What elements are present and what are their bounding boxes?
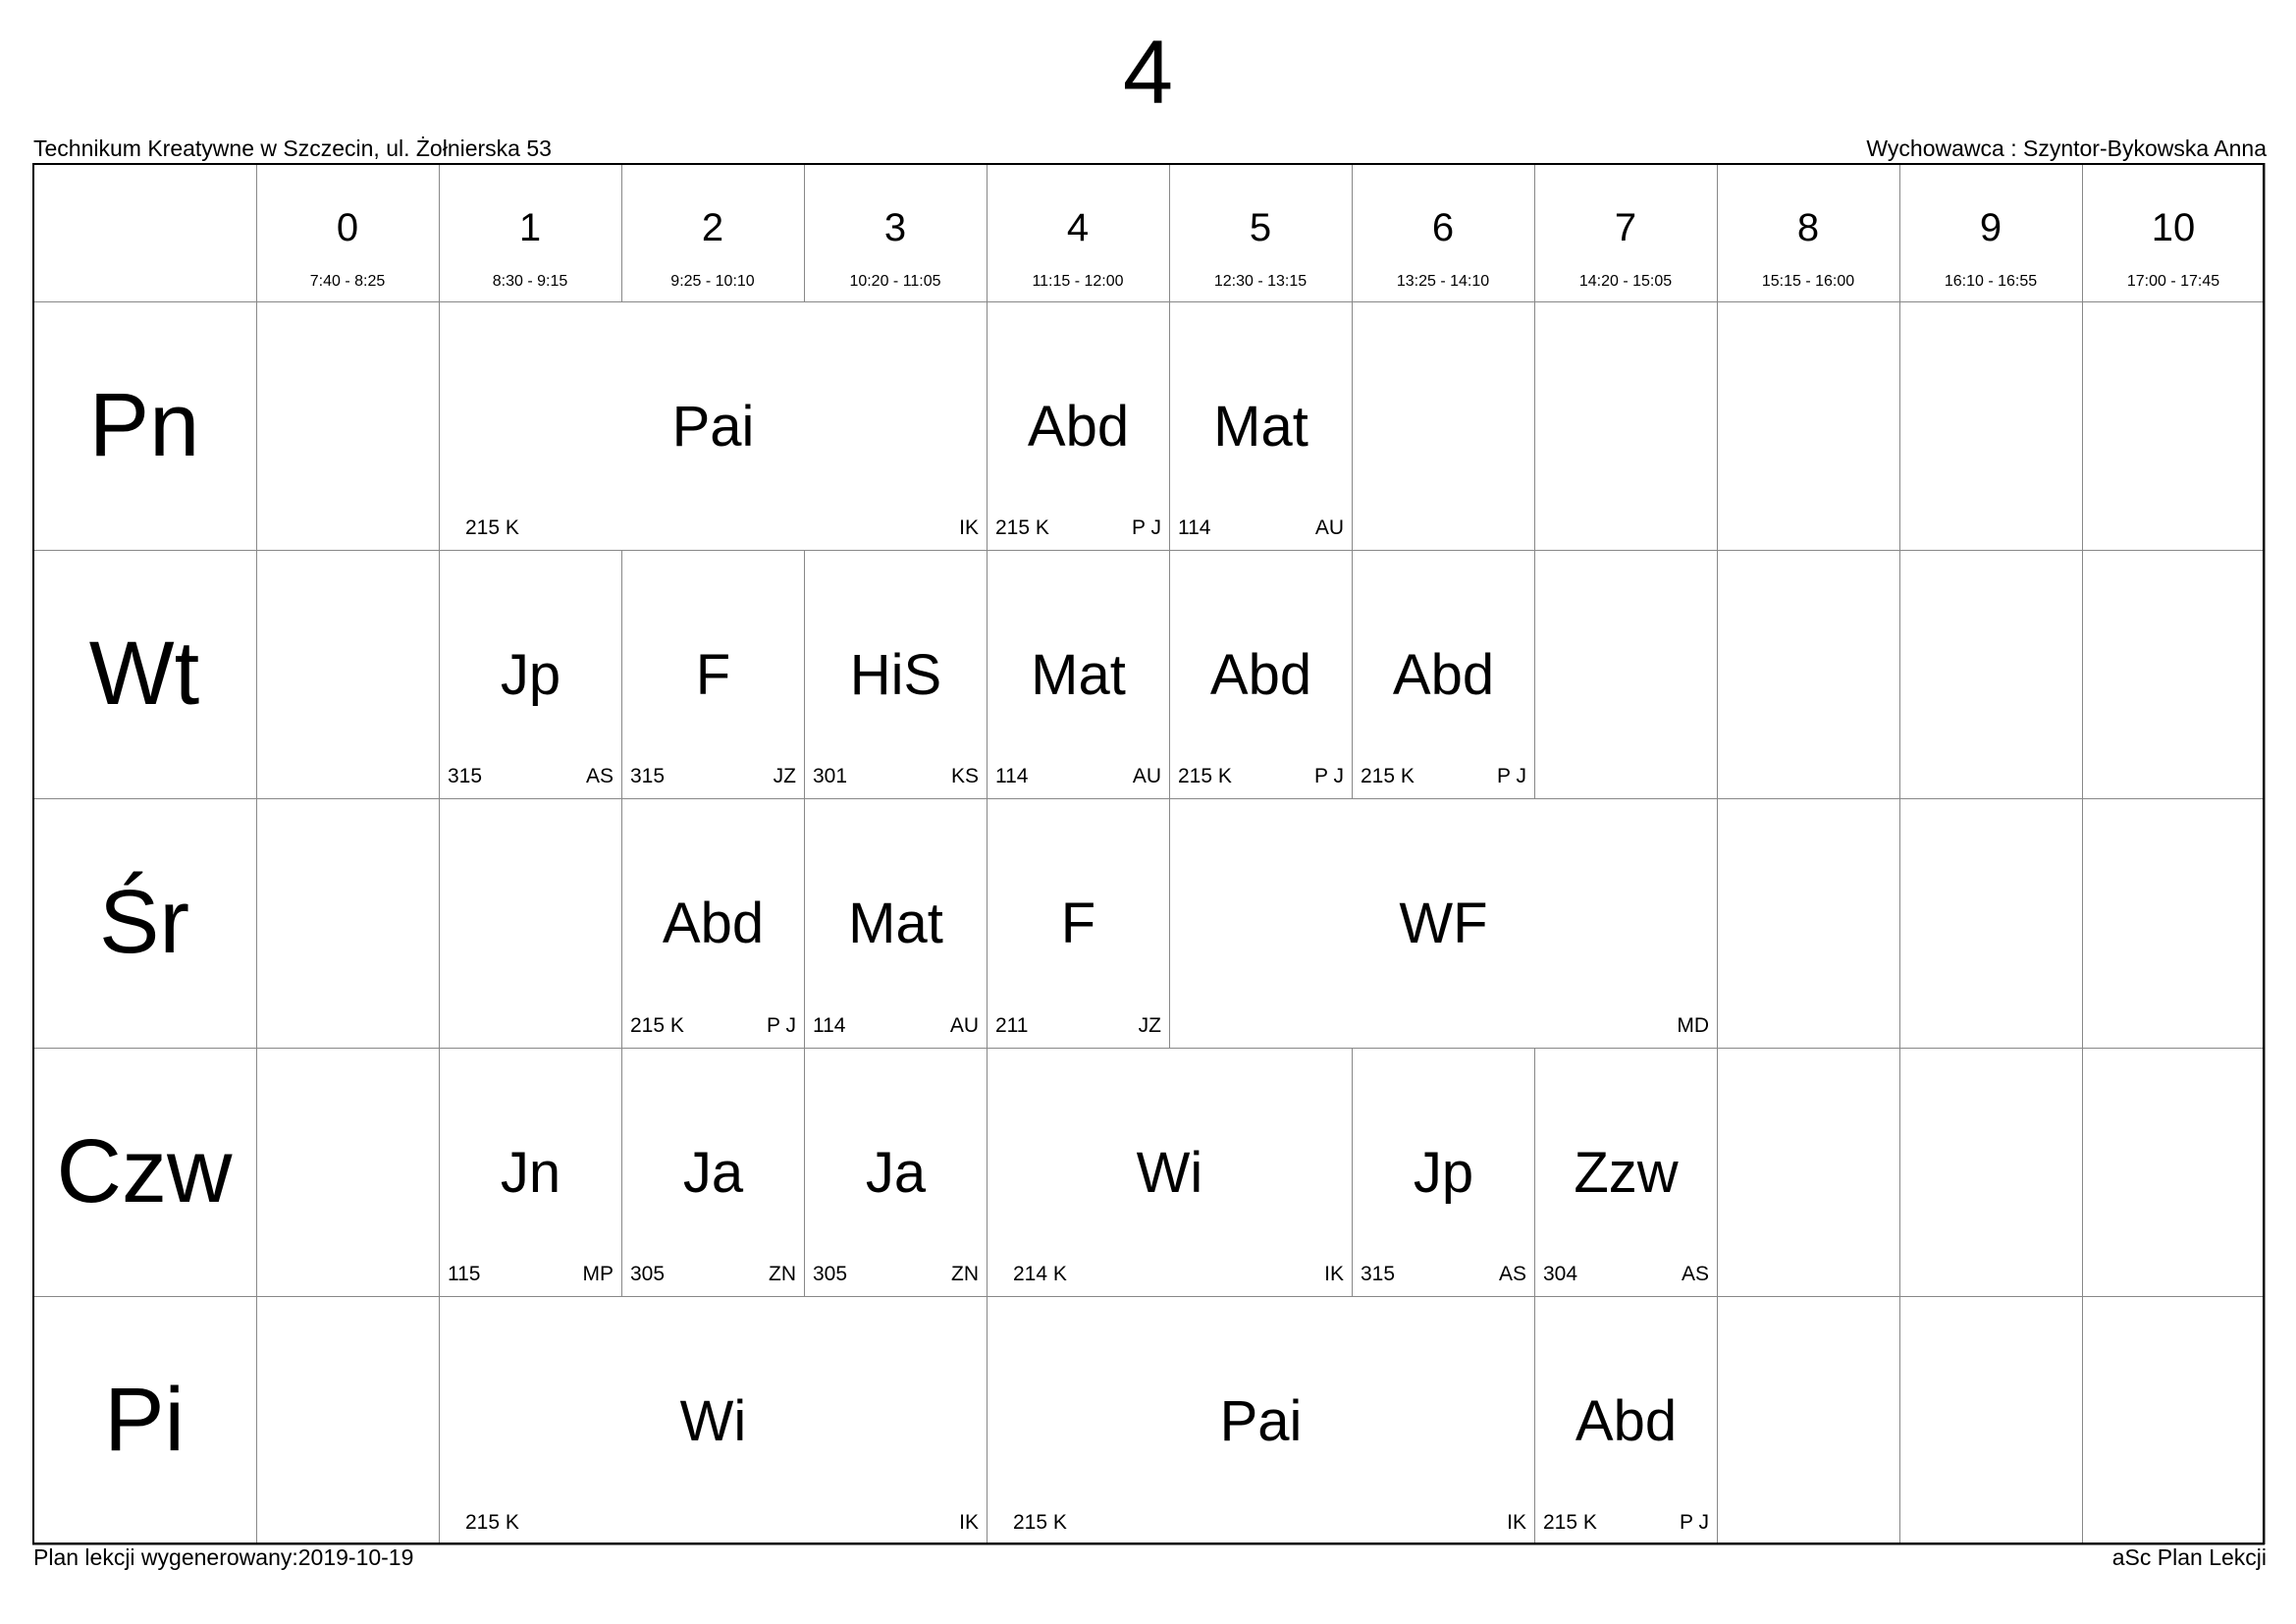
form-teacher: Wychowawca : Szyntor-Bykowska Anna bbox=[1866, 135, 2267, 161]
day-label: Czw bbox=[56, 1121, 233, 1221]
lesson-subject: F bbox=[1060, 892, 1096, 955]
lesson-subject: Zzw bbox=[1574, 1141, 1679, 1205]
grid-vline bbox=[2082, 163, 2083, 1544]
lesson-teacher: JZ bbox=[773, 765, 796, 787]
lesson-cell bbox=[988, 799, 1169, 1048]
lesson-teacher: AU bbox=[1314, 516, 1344, 539]
lesson-cell bbox=[440, 551, 621, 798]
lesson-teacher: P J bbox=[1132, 516, 1161, 539]
period-header bbox=[1534, 163, 1717, 301]
period-time: 8:30 - 9:15 bbox=[492, 273, 568, 290]
period-header bbox=[256, 163, 439, 301]
period-time: 12:30 - 13:15 bbox=[1213, 273, 1308, 290]
period-header bbox=[1899, 163, 2082, 301]
grid-vline bbox=[256, 163, 257, 1544]
lesson-room: 315 bbox=[630, 765, 666, 787]
lesson-room: 115 bbox=[448, 1263, 481, 1285]
lesson-teacher: P J bbox=[1497, 765, 1526, 787]
lesson-teacher: IK bbox=[1324, 1263, 1344, 1285]
period-time: 16:10 - 16:55 bbox=[1944, 273, 2038, 290]
lesson-cell bbox=[988, 1297, 1534, 1544]
lesson-room: 114 bbox=[813, 1014, 846, 1037]
period-number: 2 bbox=[701, 206, 724, 249]
lesson-room: 215 K bbox=[1543, 1511, 1597, 1534]
period-time: 7:40 - 8:25 bbox=[309, 273, 386, 290]
grid-vline bbox=[2265, 163, 2266, 1544]
lesson-cell bbox=[988, 1049, 1352, 1296]
period-number: 4 bbox=[1066, 206, 1090, 249]
period-time: 9:25 - 10:10 bbox=[670, 273, 755, 290]
period-number: 10 bbox=[2151, 206, 2196, 249]
lesson-cell bbox=[1170, 799, 1717, 1048]
lesson-subject: Jp bbox=[500, 643, 561, 707]
lesson-room: 114 bbox=[995, 765, 1029, 787]
day-label: Pn bbox=[88, 375, 200, 475]
period-header bbox=[987, 163, 1169, 301]
lesson-teacher: IK bbox=[959, 1511, 979, 1534]
lesson-teacher: AS bbox=[1681, 1263, 1709, 1285]
lesson-room: 215 K bbox=[465, 516, 519, 539]
period-header bbox=[1717, 163, 1899, 301]
lesson-teacher: IK bbox=[959, 516, 979, 539]
period-header bbox=[1352, 163, 1534, 301]
lesson-cell bbox=[1170, 302, 1352, 550]
lesson-room: 211 bbox=[995, 1014, 1029, 1037]
lesson-subject: Mat bbox=[848, 892, 943, 955]
lesson-teacher: AU bbox=[949, 1014, 979, 1037]
lesson-subject: Mat bbox=[1031, 643, 1126, 707]
lesson-cell bbox=[622, 551, 804, 798]
lesson-cell bbox=[988, 302, 1169, 550]
lesson-subject: Jn bbox=[500, 1141, 561, 1205]
lesson-subject: HiS bbox=[849, 643, 942, 707]
lesson-subject: Abd bbox=[1027, 395, 1130, 459]
lesson-teacher: AU bbox=[1132, 765, 1161, 787]
grid-vline bbox=[1717, 163, 1718, 1544]
lesson-teacher: KS bbox=[950, 765, 979, 787]
period-time: 14:20 - 15:05 bbox=[1578, 273, 1673, 290]
period-header bbox=[1169, 163, 1352, 301]
lesson-subject: Pai bbox=[1219, 1389, 1303, 1453]
lesson-teacher: AS bbox=[1498, 1263, 1526, 1285]
lesson-room: 305 bbox=[630, 1263, 666, 1285]
lesson-teacher: AS bbox=[585, 765, 614, 787]
period-number: 9 bbox=[1979, 206, 2002, 249]
timetable-grid bbox=[32, 163, 2265, 1544]
period-header bbox=[621, 163, 804, 301]
lesson-subject: Ja bbox=[682, 1141, 744, 1205]
lesson-cell bbox=[1353, 551, 1534, 798]
lesson-teacher: IK bbox=[1507, 1511, 1526, 1534]
day-label: Pi bbox=[104, 1370, 185, 1470]
lesson-room: 215 K bbox=[465, 1511, 519, 1534]
period-time: 13:25 - 14:10 bbox=[1396, 273, 1490, 290]
lesson-cell bbox=[805, 551, 987, 798]
lesson-room: 215 K bbox=[1178, 765, 1232, 787]
lesson-subject: F bbox=[695, 643, 731, 707]
period-number: 8 bbox=[1796, 206, 1820, 249]
lesson-teacher: P J bbox=[767, 1014, 796, 1037]
lesson-subject: Mat bbox=[1213, 395, 1308, 459]
lesson-subject: Ja bbox=[865, 1141, 927, 1205]
lesson-subject: WF bbox=[1399, 892, 1488, 955]
lesson-room: 215 K bbox=[1361, 765, 1415, 787]
lesson-subject: Abd bbox=[1575, 1389, 1678, 1453]
lesson-room: 304 bbox=[1543, 1263, 1578, 1285]
period-time: 11:15 - 12:00 bbox=[1032, 273, 1124, 290]
lesson-teacher: P J bbox=[1680, 1511, 1709, 1534]
lesson-cell bbox=[988, 551, 1169, 798]
lesson-cell bbox=[622, 799, 804, 1048]
generated-date: Plan lekcji wygenerowany:2019-10-19 bbox=[33, 1544, 414, 1570]
software-name: aSc Plan Lekcji bbox=[2111, 1544, 2267, 1570]
day-label: Wt bbox=[88, 623, 200, 724]
period-number: 3 bbox=[883, 206, 907, 249]
lesson-subject: Abd bbox=[1392, 643, 1495, 707]
grid-vline bbox=[1899, 163, 1900, 1544]
lesson-room: 315 bbox=[1361, 1263, 1396, 1285]
lesson-cell bbox=[622, 1049, 804, 1296]
lesson-teacher: MD bbox=[1677, 1014, 1709, 1037]
lesson-room: 301 bbox=[813, 765, 848, 787]
school-name: Technikum Kreatywne w Szczecin, ul. Żołnierska 53 bbox=[33, 135, 552, 161]
period-time: 10:20 - 11:05 bbox=[849, 273, 941, 290]
lesson-cell bbox=[440, 1297, 987, 1544]
lesson-room: 215 K bbox=[630, 1014, 684, 1037]
lesson-teacher: MP bbox=[582, 1263, 614, 1285]
lesson-teacher: P J bbox=[1314, 765, 1344, 787]
lesson-subject: Abd bbox=[662, 892, 765, 955]
lesson-cell bbox=[1535, 1049, 1717, 1296]
period-header bbox=[804, 163, 987, 301]
lesson-teacher: ZN bbox=[769, 1263, 796, 1285]
lesson-cell bbox=[805, 1049, 987, 1296]
lesson-cell bbox=[805, 799, 987, 1048]
lesson-subject: Jp bbox=[1413, 1141, 1474, 1205]
lesson-cell bbox=[1535, 1297, 1717, 1544]
period-number: 1 bbox=[518, 206, 542, 249]
period-header bbox=[439, 163, 621, 301]
lesson-subject: Pai bbox=[671, 395, 755, 459]
period-time: 15:15 - 16:00 bbox=[1761, 273, 1855, 290]
period-number: 5 bbox=[1249, 206, 1272, 249]
lesson-cell bbox=[1353, 1049, 1534, 1296]
period-number: 6 bbox=[1431, 206, 1455, 249]
lesson-subject: Wi bbox=[679, 1389, 747, 1453]
lesson-room: 215 K bbox=[1013, 1511, 1067, 1534]
lesson-room: 315 bbox=[448, 765, 483, 787]
period-header bbox=[2082, 163, 2265, 301]
lesson-cell bbox=[440, 302, 987, 550]
lesson-cell bbox=[440, 1049, 621, 1296]
lesson-teacher: JZ bbox=[1138, 1014, 1161, 1037]
day-label: Śr bbox=[99, 872, 189, 972]
lesson-room: 215 K bbox=[995, 516, 1049, 539]
lesson-teacher: ZN bbox=[951, 1263, 979, 1285]
lesson-room: 214 K bbox=[1013, 1263, 1067, 1285]
lesson-subject: Abd bbox=[1209, 643, 1312, 707]
class-title: 4 bbox=[1122, 23, 1174, 123]
lesson-room: 305 bbox=[813, 1263, 848, 1285]
lesson-cell bbox=[1170, 551, 1352, 798]
period-time: 17:00 - 17:45 bbox=[2126, 273, 2220, 290]
period-number: 7 bbox=[1614, 206, 1637, 249]
lesson-room: 114 bbox=[1178, 516, 1211, 539]
period-number: 0 bbox=[336, 206, 359, 249]
lesson-subject: Wi bbox=[1136, 1141, 1203, 1205]
